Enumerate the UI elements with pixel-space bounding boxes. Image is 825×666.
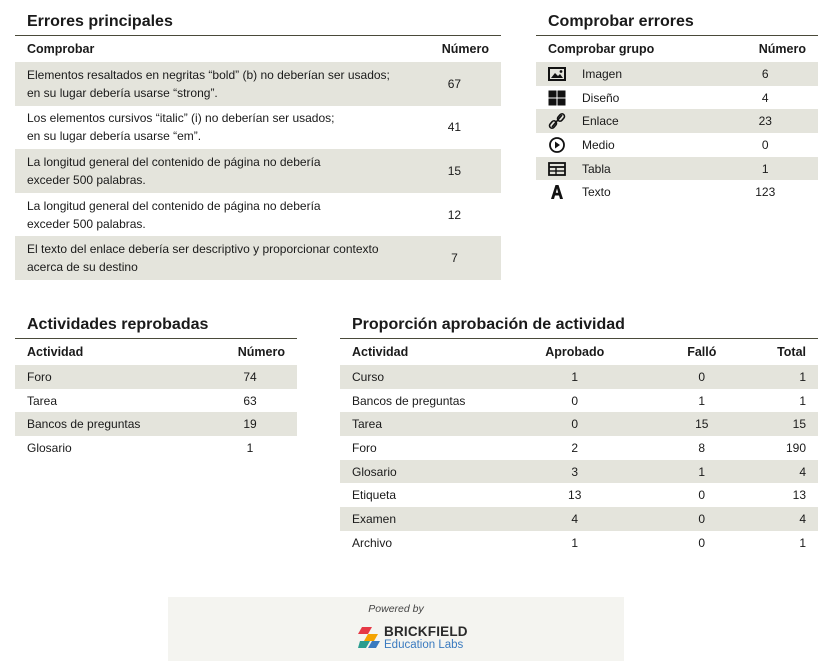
error-message: El texto del enlace debería ser descriptivo y proporcionar contexto [27, 242, 379, 257]
activity-count: 63 [243, 393, 257, 408]
activity-name: Etiqueta [352, 488, 397, 503]
group-count: 23 [713, 109, 818, 133]
passed-count: 0 [511, 412, 639, 436]
error-count: 15 [408, 149, 501, 193]
error-message-cont: exceder 500 palabras. [27, 216, 146, 231]
activity-name: Bancos de preguntas [352, 393, 466, 408]
total-count: 1 [799, 535, 806, 550]
total-count: 15 [765, 412, 818, 436]
column-header-activity: Actividad [340, 339, 511, 366]
media-icon [548, 137, 566, 153]
failed-count: 1 [698, 393, 706, 408]
failed-activities-title: Actividades reprobadas [27, 316, 209, 333]
activity-name: Tarea [340, 412, 511, 436]
column-header-group: Comprobar grupo [536, 36, 713, 63]
table-row [536, 157, 818, 181]
column-header-activity: Actividad [15, 339, 203, 366]
failed-activities-panel [15, 312, 297, 460]
group-label: Tabla [570, 157, 713, 181]
total-count: 4 [765, 507, 818, 531]
activity-name: Foro [352, 440, 377, 455]
activity-name: Glosario [340, 460, 511, 484]
table-row [536, 62, 818, 86]
top-errors-table [15, 35, 501, 280]
column-header-count: Número [408, 36, 501, 63]
column-header-passed: Aprobado [511, 339, 639, 366]
group-label: Texto [582, 185, 611, 200]
table-row [15, 436, 297, 460]
activity-name: Examen [340, 507, 511, 531]
group-label: Imagen [570, 62, 713, 86]
powered-by-text: Powered by [368, 603, 424, 615]
table-row [340, 531, 818, 555]
error-message-cont: en su lugar debería usarse “strong”. [27, 85, 218, 100]
table-row [340, 507, 818, 531]
pass-ratio-title: Proporción aprobación de actividad [352, 316, 625, 333]
top-errors-panel [15, 9, 501, 280]
column-header-total: Total [765, 339, 818, 366]
pass-ratio-panel [340, 312, 818, 555]
error-count: 67 [408, 62, 501, 106]
group-label: Diseño [582, 90, 620, 105]
failed-count: 8 [698, 440, 706, 455]
total-count: 190 [785, 440, 806, 455]
top-errors-title: Errores principales [27, 13, 173, 30]
activity-name: Bancos de preguntas [15, 412, 203, 436]
failed-count: 0 [698, 535, 706, 550]
column-header-count: Número [713, 36, 818, 63]
table-row [340, 389, 818, 413]
passed-count: 4 [511, 507, 639, 531]
table-row [15, 365, 297, 389]
error-count: 41 [447, 120, 462, 135]
table-row [15, 106, 501, 150]
group-label: Medio [582, 137, 615, 152]
activity-name: Archivo [352, 535, 393, 550]
activity-count: 19 [203, 412, 297, 436]
error-message: La longitud general del contenido de página no debería [27, 198, 321, 213]
error-message: Los elementos cursivos “italic” (i) no deberían ser usados; [27, 111, 335, 126]
activity-name: Foro [15, 365, 203, 389]
total-count: 1 [799, 393, 806, 408]
table-row [536, 180, 818, 204]
powered-by-footer [168, 597, 624, 661]
table-row [15, 389, 297, 413]
error-count: 12 [447, 207, 462, 222]
pass-ratio-table [340, 338, 818, 555]
failed-count: 0 [638, 365, 765, 389]
error-message: Elementos resaltados en negritas “bold” (b) no deberían ser usados; [27, 67, 390, 82]
text-icon [548, 184, 566, 200]
group-count: 0 [761, 137, 769, 152]
passed-count: 3 [511, 460, 639, 484]
check-errors-panel [536, 9, 818, 204]
failed-activities-table [15, 338, 297, 460]
total-count: 1 [765, 365, 818, 389]
error-message-cont: acerca de su destino [27, 260, 138, 275]
column-header-check: Comprobar [15, 36, 408, 63]
error-message-cont: en su lugar debería usarse “em”. [27, 129, 202, 144]
table-row [15, 149, 501, 193]
passed-count: 1 [571, 535, 579, 550]
brand-name: BRICKFIELD [384, 624, 468, 639]
table-row [340, 365, 818, 389]
brand-subtitle: Education Labs [384, 639, 464, 651]
activity-name: Glosario [27, 440, 72, 455]
passed-count: 1 [511, 365, 639, 389]
column-header-failed: Falló [638, 339, 765, 366]
image-icon [548, 67, 566, 81]
total-count: 4 [765, 460, 818, 484]
group-label: Enlace [570, 109, 713, 133]
link-icon [548, 113, 566, 129]
column-header-count: Número [203, 339, 297, 366]
group-count: 6 [713, 62, 818, 86]
table-row [15, 62, 501, 106]
table-row [340, 460, 818, 484]
passed-count: 0 [571, 393, 579, 408]
table-row [536, 133, 818, 157]
check-errors-table [536, 35, 818, 204]
layout-icon [548, 90, 566, 106]
failed-count: 0 [638, 507, 765, 531]
activity-name: Tarea [27, 393, 58, 408]
table-row [15, 193, 501, 237]
brickfield-logo [358, 623, 468, 655]
error-message-cont: exceder 500 palabras. [27, 172, 146, 187]
table-row [536, 86, 818, 110]
table-row [340, 412, 818, 436]
error-count: 7 [408, 236, 501, 280]
table-row [536, 109, 818, 133]
passed-count: 13 [568, 488, 582, 503]
failed-count: 15 [638, 412, 765, 436]
activity-count: 74 [203, 365, 297, 389]
table-icon [548, 162, 566, 176]
check-errors-title: Comprobar errores [548, 13, 694, 30]
group-count: 123 [755, 185, 776, 200]
group-count: 4 [761, 90, 769, 105]
table-row [340, 436, 818, 460]
total-count: 13 [792, 488, 806, 503]
table-row [340, 483, 818, 507]
error-message: La longitud general del contenido de página no debería [27, 154, 321, 169]
failed-count: 1 [638, 460, 765, 484]
table-row [15, 412, 297, 436]
passed-count: 2 [571, 440, 579, 455]
activity-name: Curso [340, 365, 511, 389]
activity-count: 1 [246, 440, 254, 455]
table-row [15, 236, 501, 280]
failed-count: 0 [698, 488, 706, 503]
group-count: 1 [713, 157, 818, 181]
